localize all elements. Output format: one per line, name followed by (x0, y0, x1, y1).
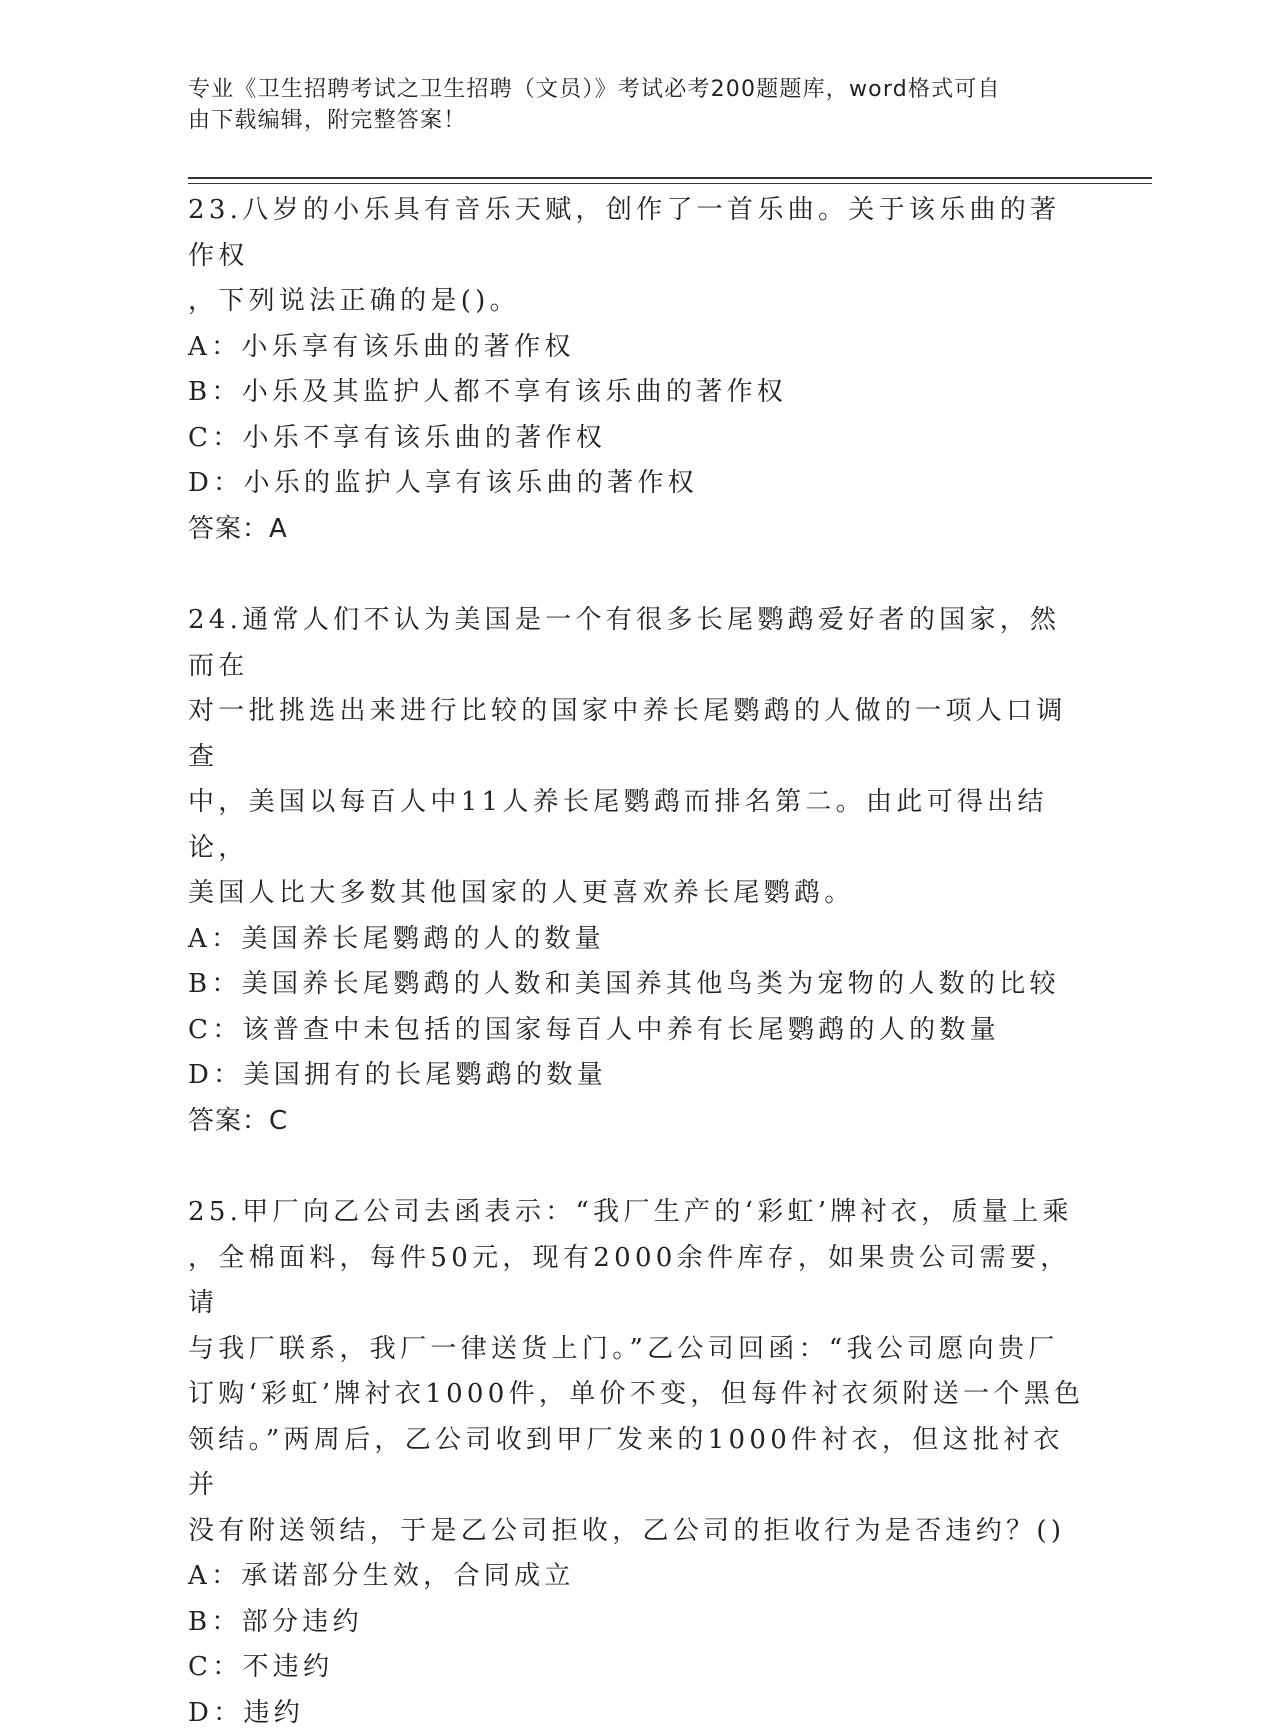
header-line-1: 专业《卫生招聘考试之卫生招聘（文员）》考试必考200题题库，word格式可自 (188, 74, 1068, 105)
option-a: A：承诺部分生效，合同成立 (188, 1554, 1088, 1600)
question-stem-line: 对一批挑选出来进行比较的国家中养长尾鹦鹉的人做的一项人口调查 (188, 689, 1088, 780)
option-d: D：违约 (188, 1691, 1088, 1736)
question-stem-line: ，全棉面料，每件50元，现有2000余件库存，如果贵公司需要，请 (188, 1236, 1088, 1327)
option-b: B：美国养长尾鹦鹉的人数和美国养其他鸟类为宠物的人数的比较 (188, 962, 1088, 1008)
header-divider-thin (188, 183, 1152, 184)
question-stem-line: 订购‘彩虹’牌衬衣1000件，单价不变，但每件衬衣须附送一个黑色 (188, 1372, 1088, 1418)
page-header (188, 74, 1068, 136)
option-c: C：该普查中未包括的国家每百人中养有长尾鹦鹉的人的数量 (188, 1008, 1088, 1054)
question-stem-line: 没有附送领结，于是乙公司拒收，乙公司的拒收行为是否违约？() (188, 1509, 1088, 1555)
option-d: D：小乐的监护人享有该乐曲的著作权 (188, 461, 1088, 507)
answer-label: 答案：A (188, 507, 1088, 553)
question-stem-line: 与我厂联系，我厂一律送货上门。”乙公司回函：“我公司愿向贵厂 (188, 1327, 1088, 1373)
question-24 (188, 598, 1088, 1144)
question-stem-line: 美国人比大多数其他国家的人更喜欢养长尾鹦鹉。 (188, 871, 1088, 917)
option-b: B：部分违约 (188, 1600, 1088, 1646)
question-spacer (188, 1144, 1088, 1190)
question-stem-line: 领结。”两周后，乙公司收到甲厂发来的1000件衬衣，但这批衬衣并 (188, 1418, 1088, 1509)
question-spacer (188, 552, 1088, 598)
option-c: C：小乐不享有该乐曲的著作权 (188, 416, 1088, 462)
question-stem-line: 23.八岁的小乐具有音乐天赋，创作了一首乐曲。关于该乐曲的著作权 (188, 188, 1088, 279)
option-a: A：美国养长尾鹦鹉的人的数量 (188, 917, 1088, 963)
option-d: D：美国拥有的长尾鹦鹉的数量 (188, 1053, 1088, 1099)
question-stem-line: 25.甲厂向乙公司去函表示：“我厂生产的‘彩虹’牌衬衣，质量上乘 (188, 1190, 1088, 1236)
question-25 (188, 1190, 1088, 1736)
question-23 (188, 188, 1088, 552)
question-stem-line: 24.通常人们不认为美国是一个有很多长尾鹦鹉爱好者的国家，然而在 (188, 598, 1088, 689)
option-c: C：不违约 (188, 1645, 1088, 1691)
question-stem-line: 中，美国以每百人中11人养长尾鹦鹉而排名第二。由此可得出结论， (188, 780, 1088, 871)
answer-label: 答案：C (188, 1099, 1088, 1145)
question-stem-line: ，下列说法正确的是()。 (188, 279, 1088, 325)
option-a: A：小乐享有该乐曲的著作权 (188, 325, 1088, 371)
option-b: B：小乐及其监护人都不享有该乐曲的著作权 (188, 370, 1088, 416)
header-divider-thick (188, 177, 1152, 179)
question-list (188, 188, 1088, 1736)
header-line-2: 由下载编辑，附完整答案！ (188, 105, 1068, 136)
